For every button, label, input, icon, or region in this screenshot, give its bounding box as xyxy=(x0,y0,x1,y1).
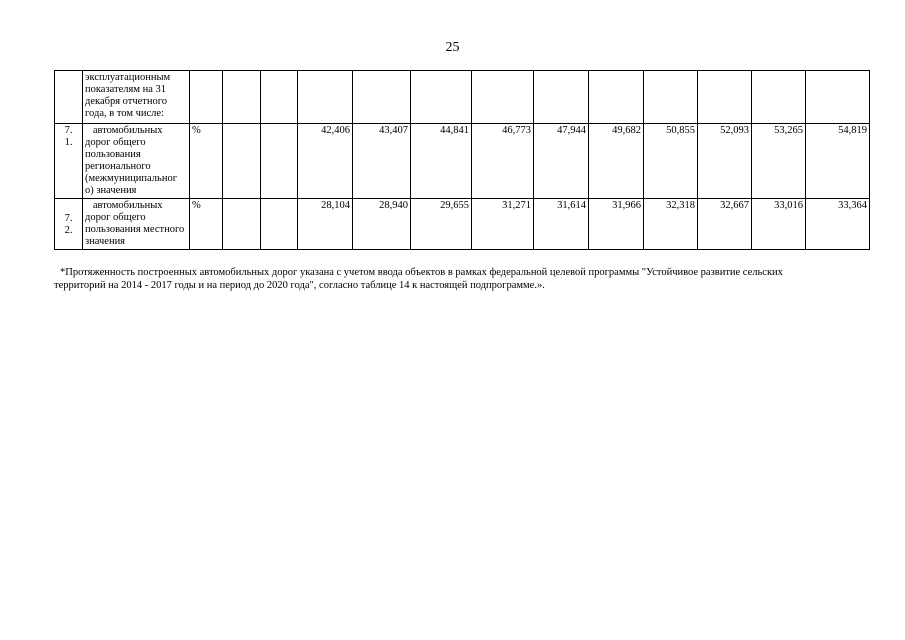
unit-cell: % xyxy=(190,199,223,250)
row-number: 7. 2. xyxy=(55,199,83,250)
value-cell: 33,364 xyxy=(806,199,870,250)
value-cell: 44,841 xyxy=(411,124,472,199)
value-cell: 28,940 xyxy=(353,199,411,250)
table-row xyxy=(55,71,870,124)
value-cell xyxy=(411,71,472,124)
value-cell: 53,265 xyxy=(752,124,806,199)
indicator-name: автомобильных дорог общего пользования местного значения xyxy=(83,199,190,250)
value-cell: 42,406 xyxy=(298,124,353,199)
table-row xyxy=(55,199,870,250)
value-cell xyxy=(472,71,534,124)
value-cell: 47,944 xyxy=(534,124,589,199)
value-cell: 50,855 xyxy=(644,124,698,199)
footnote-line: *Протяженность построенных автомобильных дорог указана с учетом ввода объектов в рамках федеральной целевой программы "Устойчивое развитие сельских xyxy=(60,267,783,278)
value-cell xyxy=(806,71,870,124)
value-cell: 49,682 xyxy=(589,124,644,199)
value-cell: 32,667 xyxy=(698,199,752,250)
empty-cell xyxy=(261,124,298,199)
value-cell: 33,016 xyxy=(752,199,806,250)
value-cell: 32,318 xyxy=(644,199,698,250)
empty-cell xyxy=(261,71,298,124)
empty-cell xyxy=(261,199,298,250)
indicator-name: автомобильных дорог общего пользования регионального (межмуниципальног о) значения xyxy=(83,124,190,199)
value-cell xyxy=(534,71,589,124)
value-cell: 31,271 xyxy=(472,199,534,250)
value-cell: 52,093 xyxy=(698,124,752,199)
table-row xyxy=(55,124,870,199)
footnote-line: территорий на 2014 - 2017 годы и на период до 2020 года", согласно таблице 14 к настоящей подпрограмме.». xyxy=(54,280,545,291)
row-number: 7. 1. xyxy=(55,124,83,199)
value-cell: 28,104 xyxy=(298,199,353,250)
value-cell: 43,407 xyxy=(353,124,411,199)
value-cell: 31,614 xyxy=(534,199,589,250)
value-cell xyxy=(752,71,806,124)
indicator-name: эксплуатационным показателям на 31 декабря отчетного года, в том числе: xyxy=(83,71,190,124)
value-cell xyxy=(353,71,411,124)
empty-cell xyxy=(223,71,261,124)
value-cell: 54,819 xyxy=(806,124,870,199)
indicators-table xyxy=(54,70,870,250)
value-cell: 31,966 xyxy=(589,199,644,250)
page-number: 25 xyxy=(445,40,460,55)
value-cell xyxy=(644,71,698,124)
row-number xyxy=(55,71,83,124)
footnote xyxy=(54,266,854,292)
value-cell xyxy=(698,71,752,124)
empty-cell xyxy=(223,124,261,199)
unit-cell: % xyxy=(190,124,223,199)
empty-cell xyxy=(223,199,261,250)
value-cell xyxy=(298,71,353,124)
value-cell: 29,655 xyxy=(411,199,472,250)
value-cell xyxy=(589,71,644,124)
value-cell: 46,773 xyxy=(472,124,534,199)
unit-cell xyxy=(190,71,223,124)
